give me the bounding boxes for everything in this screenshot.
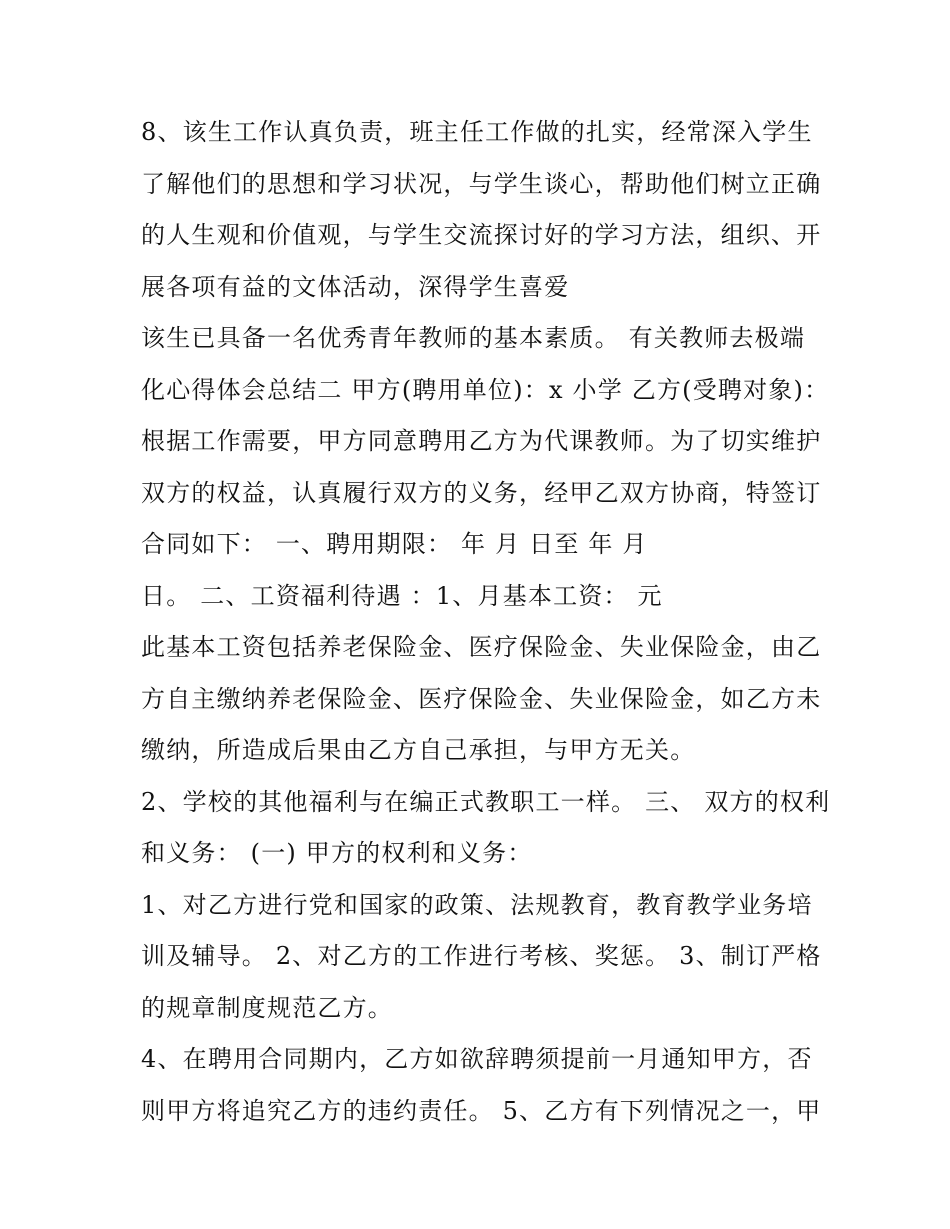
text-line: 缴纳，所造成后果由乙方自己承担，与甲方无关。 — [141, 736, 696, 764]
text-line: 根据工作需要，甲方同意聘用乙方为代课教师。为了切实维护 — [141, 427, 822, 455]
document-body — [141, 107, 831, 1137]
text-line: 日。 二、工资福利待遇 ：1、月基本工资： 元 — [141, 581, 663, 610]
text-line: 此基本工资包括养老保险金、医疗保险金、失业保险金，由乙 — [141, 633, 822, 661]
text-line: 展各项有益的文体活动，深得学生喜爱 — [141, 272, 570, 301]
text-line: 的人生观和价值观，与学生交流探讨好的学习方法，组织、开 — [141, 221, 822, 249]
text-line: 和义务： (一) 甲方的权利和义务： — [141, 839, 533, 867]
text-line: 训及辅导。 2、对乙方的工作进行考核、奖惩。 3、制订严格 — [141, 942, 822, 970]
text-line: 方自主缴纳养老保险金、医疗保险金、失业保险金，如乙方未 — [141, 684, 822, 713]
text-line: 的规章制度规范乙方。 — [141, 993, 393, 1022]
text-line: 了解他们的思想和学习状况，与学生谈心，帮助他们树立正确 — [141, 169, 822, 198]
text-line: 双方的权益，认真履行双方的义务，经甲乙双方协商，特签订 — [141, 478, 822, 507]
text-line: 1、对乙方进行党和国家的政策、法规教育，教育教学业务培 — [141, 890, 813, 919]
text-line: 化心得体会总结二 甲方(聘用单位)：x 小学 乙方(受聘对象)： — [141, 375, 830, 404]
text-line: 2、学校的其他福利与在编正式教职工一样。 三、 双方的权利 — [141, 787, 831, 816]
text-line: 8、该生工作认真负责，班主任工作做的扎实，经常深入学生 — [141, 118, 813, 146]
text-line: 该生已具备一名优秀青年教师的基本素质。 有关教师去极端 — [141, 324, 806, 352]
text-line: 则甲方将追究乙方的违约责任。 5、乙方有下列情况之一，甲 — [141, 1096, 822, 1125]
text-line: 合同如下： 一、聘用期限： 年 月 日至 年 月 — [141, 530, 648, 558]
text-line: 4、在聘用合同期内，乙方如欲辞聘须提前一月通知甲方，否 — [141, 1045, 813, 1073]
